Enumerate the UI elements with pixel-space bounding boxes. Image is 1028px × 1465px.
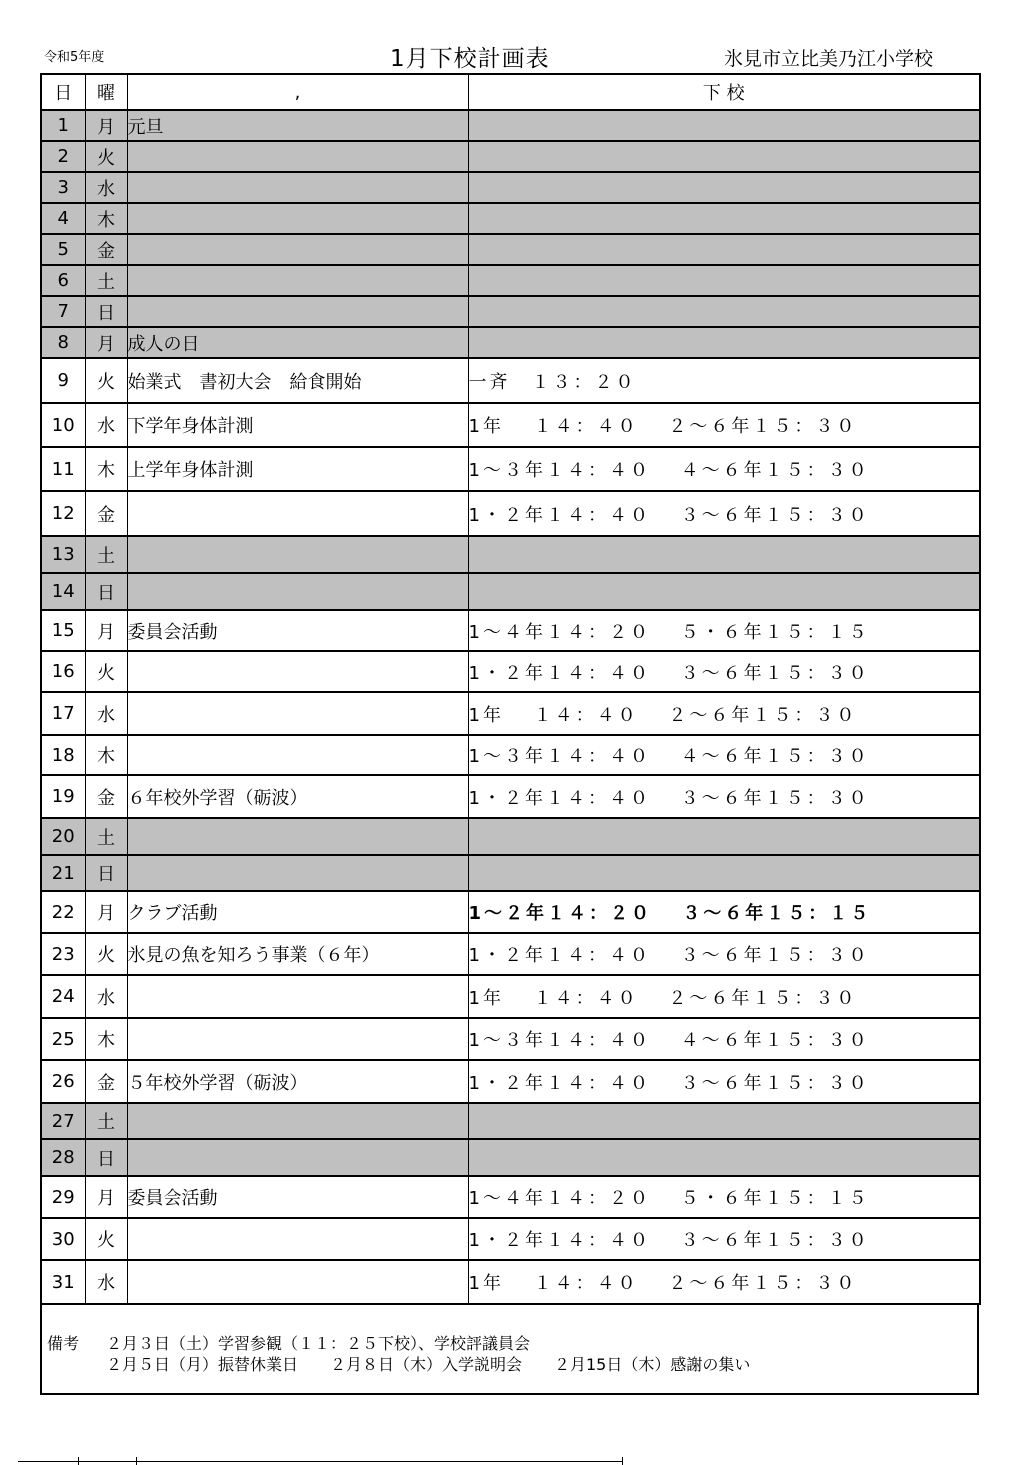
day-cell: 25: [41, 1018, 85, 1060]
dismissal-time-cell: [468, 141, 980, 172]
day-cell: 16: [41, 651, 85, 692]
table-row: [41, 403, 980, 447]
table-row: [41, 1260, 980, 1304]
event-cell: [127, 265, 468, 296]
weekday-cell: 月: [85, 610, 127, 651]
day-cell: 6: [41, 265, 85, 296]
school-name: 氷見市立比美乃江小学校: [724, 48, 934, 70]
weekday-cell: 水: [85, 1260, 127, 1304]
dismissal-time-cell: [468, 265, 980, 296]
weekday-cell: 火: [85, 1218, 127, 1260]
day-cell: 21: [41, 855, 85, 891]
day-cell: 5: [41, 234, 85, 265]
table-row: [41, 573, 980, 610]
day-cell: 12: [41, 491, 85, 536]
era-label: 令和5年度: [44, 50, 105, 65]
event-cell: [127, 818, 468, 855]
table-row: [41, 975, 980, 1018]
day-cell: 9: [41, 358, 85, 403]
dismissal-time-cell: 1～３年１４：４０ ４～６年１５：３０: [468, 735, 980, 775]
table-row: [41, 447, 980, 491]
schedule-rows: [41, 110, 980, 1304]
event-cell: 氷見の魚を知ろう事業（６年）: [127, 933, 468, 975]
weekday-cell: 金: [85, 491, 127, 536]
dismissal-time-cell: [468, 296, 980, 327]
footer-tick: [622, 1457, 623, 1465]
table-row: [41, 1176, 980, 1218]
dismissal-time-cell: 1・２年１４：４０ ３～６年１５：３０: [468, 775, 980, 818]
dismissal-time-cell: 1～４年１４：２０ ５・６年１５：１５: [468, 1176, 980, 1218]
event-cell: 下学年身体計測: [127, 403, 468, 447]
event-cell: クラブ活動: [127, 891, 468, 933]
dismissal-time-cell: 一斉 １３：２０: [468, 358, 980, 403]
table-row: [41, 358, 980, 403]
table-row: [41, 1103, 980, 1139]
dismissal-time-cell: [468, 1139, 980, 1176]
dismissal-time-cell: [468, 327, 980, 358]
page-title: 1月下校計画表: [390, 46, 550, 72]
weekday-cell: 土: [85, 265, 127, 296]
weekday-cell: 火: [85, 358, 127, 403]
event-cell: 委員会活動: [127, 610, 468, 651]
col-header-day: 日: [41, 74, 85, 110]
dismissal-time-cell: [468, 536, 980, 573]
table-row: [41, 327, 980, 358]
col-header-dismissal: 下 校: [468, 74, 980, 110]
notes-line-1: ２月３日（土）学習参観（１１：２５下校）、学校評議員会: [106, 1334, 531, 1353]
dismissal-time-cell: 1～２年１４：２０ ３～６年１５：１５: [468, 891, 980, 933]
table-row: [41, 692, 980, 735]
col-header-weekday: 曜: [85, 74, 127, 110]
day-cell: 27: [41, 1103, 85, 1139]
dismissal-time-cell: 1年 １４：４０ ２～６年１５：３０: [468, 692, 980, 735]
dismissal-time-cell: [468, 855, 980, 891]
dismissal-time-cell: 1・２年１４：４０ ３～６年１５：３０: [468, 1218, 980, 1260]
table-row: [41, 203, 980, 234]
event-cell: 成人の日: [127, 327, 468, 358]
footer-rule: [18, 1461, 623, 1463]
footer-tick: [78, 1457, 79, 1465]
table-row: [41, 610, 980, 651]
day-cell: 31: [41, 1260, 85, 1304]
day-cell: 29: [41, 1176, 85, 1218]
event-cell: 委員会活動: [127, 1176, 468, 1218]
weekday-cell: 日: [85, 855, 127, 891]
weekday-cell: 金: [85, 1060, 127, 1103]
table-row: [41, 818, 980, 855]
event-cell: [127, 855, 468, 891]
dismissal-time-cell: 1・２年１４：４０ ３～６年１５：３０: [468, 1060, 980, 1103]
event-cell: [127, 692, 468, 735]
day-cell: 30: [41, 1218, 85, 1260]
table-row: [41, 855, 980, 891]
event-cell: 上学年身体計測: [127, 447, 468, 491]
table-row: [41, 234, 980, 265]
event-cell: [127, 141, 468, 172]
table-row: [41, 536, 980, 573]
dismissal-time-cell: 1年 １４：４０ ２～６年１５：３０: [468, 1260, 980, 1304]
event-cell: [127, 975, 468, 1018]
dismissal-time-cell: [468, 203, 980, 234]
table-row: [41, 265, 980, 296]
day-cell: 11: [41, 447, 85, 491]
weekday-cell: 日: [85, 1139, 127, 1176]
dismissal-time-cell: 1・２年１４：４０ ３～６年１５：３０: [468, 651, 980, 692]
dismissal-time-cell: 1年 １４：４０ ２～６年１５：３０: [468, 403, 980, 447]
weekday-cell: 日: [85, 573, 127, 610]
weekday-cell: 木: [85, 447, 127, 491]
table-row: [41, 1060, 980, 1103]
table-row: [41, 933, 980, 975]
table-row: [41, 775, 980, 818]
weekday-cell: 土: [85, 818, 127, 855]
notes-box: [40, 1305, 979, 1395]
event-cell: [127, 203, 468, 234]
event-cell: [127, 234, 468, 265]
event-cell: [127, 1218, 468, 1260]
notes-label: 備考: [47, 1334, 80, 1353]
dismissal-time-cell: 1～３年１４：４０ ４～６年１５：３０: [468, 447, 980, 491]
day-cell: 19: [41, 775, 85, 818]
notes-line-2: ２月５日（月）振替休業日 ２月８日（木）入学説明会 ２月15日（木）感謝の集い: [106, 1355, 751, 1374]
dismissal-time-cell: [468, 172, 980, 203]
day-cell: 26: [41, 1060, 85, 1103]
weekday-cell: 土: [85, 536, 127, 573]
event-cell: ５年校外学習（砺波）: [127, 1060, 468, 1103]
dismissal-time-cell: [468, 573, 980, 610]
day-cell: 15: [41, 610, 85, 651]
event-cell: [127, 651, 468, 692]
weekday-cell: 水: [85, 692, 127, 735]
weekday-cell: 日: [85, 296, 127, 327]
table-row: [41, 172, 980, 203]
table-row: [41, 141, 980, 172]
dismissal-time-cell: 1～４年１４：２０ ５・６年１５：１５: [468, 610, 980, 651]
weekday-cell: 木: [85, 1018, 127, 1060]
day-cell: 20: [41, 818, 85, 855]
weekday-cell: 水: [85, 975, 127, 1018]
event-cell: 元旦: [127, 110, 468, 141]
weekday-cell: 火: [85, 141, 127, 172]
event-cell: [127, 573, 468, 610]
weekday-cell: 月: [85, 327, 127, 358]
day-cell: 3: [41, 172, 85, 203]
event-cell: [127, 1018, 468, 1060]
event-cell: [127, 1260, 468, 1304]
day-cell: 8: [41, 327, 85, 358]
event-cell: [127, 735, 468, 775]
col-header-event: ,: [127, 74, 468, 110]
weekday-cell: 木: [85, 735, 127, 775]
day-cell: 2: [41, 141, 85, 172]
table-row: [41, 651, 980, 692]
weekday-cell: 水: [85, 172, 127, 203]
event-cell: [127, 1139, 468, 1176]
footer-tick: [136, 1457, 137, 1465]
event-cell: 始業式 書初大会 給食開始: [127, 358, 468, 403]
dismissal-time-cell: 1～３年１４：４０ ４～６年１５：３０: [468, 1018, 980, 1060]
table-row: [41, 1139, 980, 1176]
day-cell: 4: [41, 203, 85, 234]
weekday-cell: 月: [85, 110, 127, 141]
day-cell: 13: [41, 536, 85, 573]
event-cell: [127, 296, 468, 327]
event-cell: [127, 536, 468, 573]
weekday-cell: 月: [85, 891, 127, 933]
weekday-cell: 金: [85, 234, 127, 265]
table-row: [41, 110, 980, 141]
weekday-cell: 月: [85, 1176, 127, 1218]
weekday-cell: 金: [85, 775, 127, 818]
event-cell: [127, 491, 468, 536]
dismissal-time-cell: [468, 110, 980, 141]
dismissal-time-cell: 1・２年１４：４０ ３～６年１５：３０: [468, 933, 980, 975]
weekday-cell: 土: [85, 1103, 127, 1139]
weekday-cell: 水: [85, 403, 127, 447]
weekday-cell: 木: [85, 203, 127, 234]
event-cell: [127, 172, 468, 203]
dismissal-time-cell: 1年 １４：４０ ２～６年１５：３０: [468, 975, 980, 1018]
day-cell: 23: [41, 933, 85, 975]
table-row: [41, 1218, 980, 1260]
day-cell: 28: [41, 1139, 85, 1176]
day-cell: 10: [41, 403, 85, 447]
day-cell: 14: [41, 573, 85, 610]
table-row: [41, 1018, 980, 1060]
day-cell: 17: [41, 692, 85, 735]
dismissal-time-cell: 1・２年１４：４０ ３～６年１５：３０: [468, 491, 980, 536]
weekday-cell: 火: [85, 933, 127, 975]
table-header-row: [41, 74, 980, 110]
dismissal-time-cell: [468, 1103, 980, 1139]
day-cell: 22: [41, 891, 85, 933]
weekday-cell: 火: [85, 651, 127, 692]
event-cell: ６年校外学習（砺波）: [127, 775, 468, 818]
dismissal-schedule-table: [40, 73, 981, 1305]
day-cell: 24: [41, 975, 85, 1018]
day-cell: 7: [41, 296, 85, 327]
dismissal-time-cell: [468, 818, 980, 855]
table-row: [41, 891, 980, 933]
day-cell: 18: [41, 735, 85, 775]
event-cell: [127, 1103, 468, 1139]
table-row: [41, 491, 980, 536]
day-cell: 1: [41, 110, 85, 141]
table-row: [41, 735, 980, 775]
dismissal-time-cell: [468, 234, 980, 265]
table-row: [41, 296, 980, 327]
